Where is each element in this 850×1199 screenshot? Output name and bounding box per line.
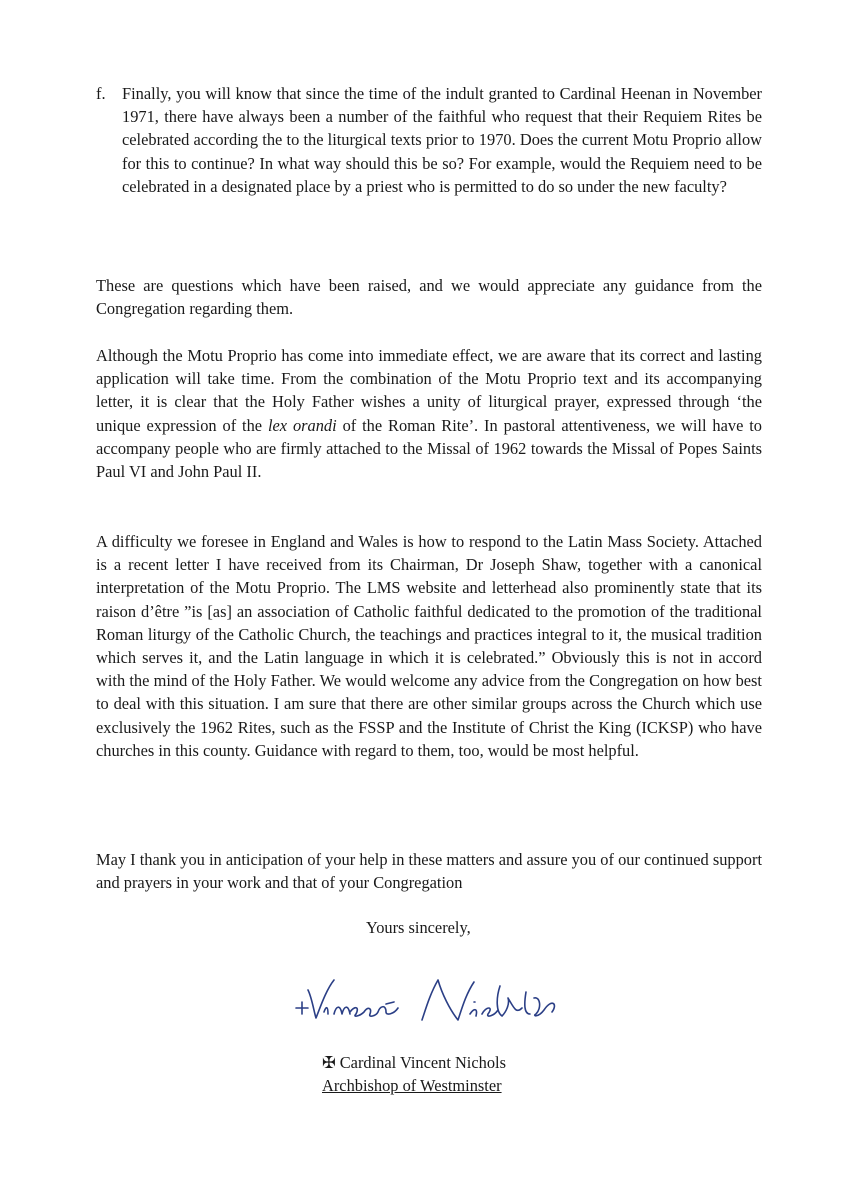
closing-salutation: Yours sincerely, <box>366 918 471 937</box>
italic-term: lex orandi <box>267 415 337 435</box>
list-item-f <box>96 82 762 198</box>
paragraph-questions: These are questions which have been raised, and we would appreciate any guidance from the Congregation regarding them. <box>96 276 762 319</box>
signature-image <box>290 968 580 1038</box>
paragraph-text: of the Roman Rite’. In pastoral attentiveness, we will have to accompany people who are firmly attached to the Missal of 1962 towards the Missal of Popes Saints Paul VI and John Paul II. <box>96 415 762 482</box>
paragraph-text: Although the Motu Proprio has come into immediate effect, we are aware that its correct and lasting application will take time. From the combination of the Motu Proprio text and its accompanying letter, it is clear that the Holy Father wishes a unity of liturgical prayer, expressed through ‘the unique expression of the <box>96 346 762 435</box>
cross-icon: ✠ <box>322 1053 336 1072</box>
signatory-name-text: Cardinal Vincent Nichols <box>339 1053 506 1072</box>
list-item-text: Finally, you will know that since the time of the indult granted to Cardinal Heenan in November 1971, there have always been a number of the faithful who request that their Requiem Rites be celebrated according the to the liturgical texts prior to 1970. Does the current Motu Proprio allow for this to continue? In what way should this be so? For example, would the Requiem need to be celebrated in a designated place by a priest who is permitted to do so under the new faculty? <box>122 84 762 196</box>
list-marker: f. <box>96 84 106 103</box>
signatory-title: Archbishop of Westminster <box>322 1076 502 1095</box>
paragraph-motu-proprio <box>96 344 762 483</box>
paragraph-thanks: May I thank you in anticipation of your help in these matters and assure you of our continued support and prayers in your work and that of your Congregation <box>96 850 762 893</box>
signatory-name <box>322 1053 506 1073</box>
handwritten-signature <box>290 968 580 1038</box>
paragraph-latin-mass-society: A difficulty we foresee in England and Wales is how to respond to the Latin Mass Society. Attached is a recent letter I have received from its Chairman, Dr Joseph Shaw, together with a canonical interpretation of the Motu Proprio. The LMS website and letterhead also prominently state that its raison d’être ”is [as] an association of Catholic faithful dedicated to the promotion of the traditional Roman liturgy of the Catholic Church, the teachings and practices integral to it, the musical tradition which serves it, and the Latin language in which it is celebrated.” Obviously this is not in accord with the mind of the Holy Father. We would welcome any advice from the Congregation on how best to deal with this situation. I am sure that there are other similar groups across the Church which use exclusively the 1962 Rites, such as the FSSP and the Institute of Christ the King (ICKSP) who have churches in this county. Guidance with regard to them, too, would be most helpful. <box>96 532 762 760</box>
